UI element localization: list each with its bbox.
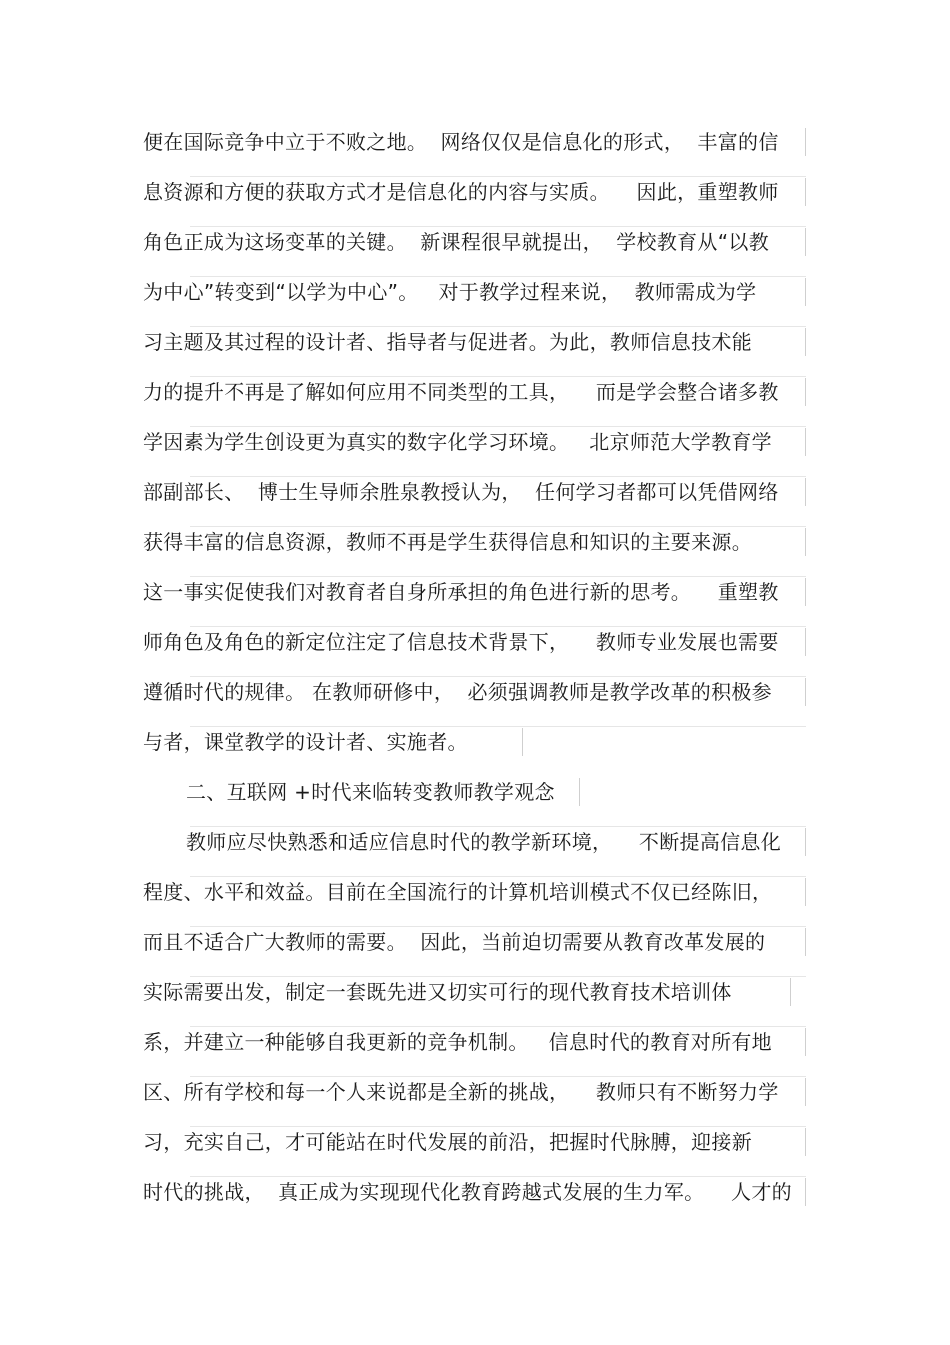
text-line: 实际需要出发，制定一套既先进又切实可行的现代教育技术培训体 bbox=[143, 980, 732, 1004]
rule-mark bbox=[805, 228, 806, 256]
text-line: 教师应尽快熟悉和适应信息时代的教学新环境， 不断提高信息化 bbox=[186, 830, 782, 854]
rule-mark bbox=[805, 828, 806, 856]
rule-mark bbox=[790, 978, 791, 1006]
text-line: 为中心”转变到“以学为中心”。 对于教学过程来说， 教师需成为学 bbox=[143, 280, 757, 304]
rule-mark bbox=[522, 728, 523, 756]
text-line: 系，并建立一种能够自我更新的竞争机制。 信息时代的教育对所有地 bbox=[143, 1030, 772, 1054]
rule-mark bbox=[805, 928, 806, 956]
rule-mark bbox=[805, 1178, 806, 1206]
text-line: 部副部长、 博士生导师余胜泉教授认为， 任何学习者都可以凭借网络 bbox=[143, 480, 779, 504]
text-line: 获得丰富的信息资源，教师不再是学生获得信息和知识的主要来源。 bbox=[143, 530, 752, 554]
rule-mark bbox=[805, 878, 806, 906]
rule-mark bbox=[805, 1078, 806, 1106]
text-line: 区、所有学校和每一个人来说都是全新的挑战， 教师只有不断努力学 bbox=[143, 1080, 779, 1104]
text-line: 这一事实促使我们对教育者自身所承担的角色进行新的思考。 重塑教 bbox=[143, 580, 779, 604]
rule-mark bbox=[579, 778, 580, 806]
text-line: 习，充实自己，才可能站在时代发展的前沿，把握时代脉膊，迎接新 bbox=[143, 1130, 752, 1154]
rule-mark bbox=[805, 378, 806, 406]
rule-mark bbox=[805, 428, 806, 456]
text-line: 力的提升不再是了解如何应用不同类型的工具， 而是学会整合诸多教 bbox=[143, 380, 779, 404]
text-line: 遵循时代的规律。 在教师研修中， 必须强调教师是教学改革的积极参 bbox=[143, 680, 772, 704]
text-line: 角色正成为这场变革的关键。 新课程很早就提出， 学校教育从“以教 bbox=[143, 230, 769, 254]
rule-mark bbox=[805, 128, 806, 156]
text-line: 而且不适合广大教师的需要。 因此，当前迫切需要从教育改革发展的 bbox=[143, 930, 766, 954]
rule-mark bbox=[805, 1128, 806, 1156]
text-line: 便在国际竞争中立于不败之地。 网络仅仅是信息化的形式， 丰富的信 bbox=[143, 130, 779, 154]
rule-mark bbox=[805, 278, 806, 306]
text-line: 程度、水平和效益。目前在全国流行的计算机培训模式不仅已经陈旧， bbox=[143, 880, 773, 904]
text-line: 师角色及角色的新定位注定了信息技术背景下， 教师专业发展也需要 bbox=[143, 630, 779, 654]
section-heading: 二、互联网 +时代来临转变教师教学观念 bbox=[186, 780, 555, 804]
text-line: 与者，课堂教学的设计者、实施者。 bbox=[143, 730, 468, 754]
text-line: 习主题及其过程的设计者、指导者与促进者。为此，教师信息技术能 bbox=[143, 330, 752, 354]
rule-mark bbox=[805, 328, 806, 356]
rule-mark bbox=[805, 578, 806, 606]
text-line: 息资源和方便的获取方式才是信息化的内容与实质。 因此，重塑教师 bbox=[143, 180, 779, 204]
rule-mark bbox=[805, 678, 806, 706]
text-line: 时代的挑战， 真正成为实现现代化教育跨越式发展的生力军。 人才的 bbox=[143, 1180, 792, 1204]
rule-mark bbox=[805, 528, 806, 556]
rule-mark bbox=[805, 178, 806, 206]
rule-mark bbox=[805, 478, 806, 506]
rule-mark bbox=[805, 628, 806, 656]
rule-mark bbox=[805, 1028, 806, 1056]
text-line: 学因素为学生创设更为真实的数字化学习环境。 北京师范大学教育学 bbox=[143, 430, 772, 454]
